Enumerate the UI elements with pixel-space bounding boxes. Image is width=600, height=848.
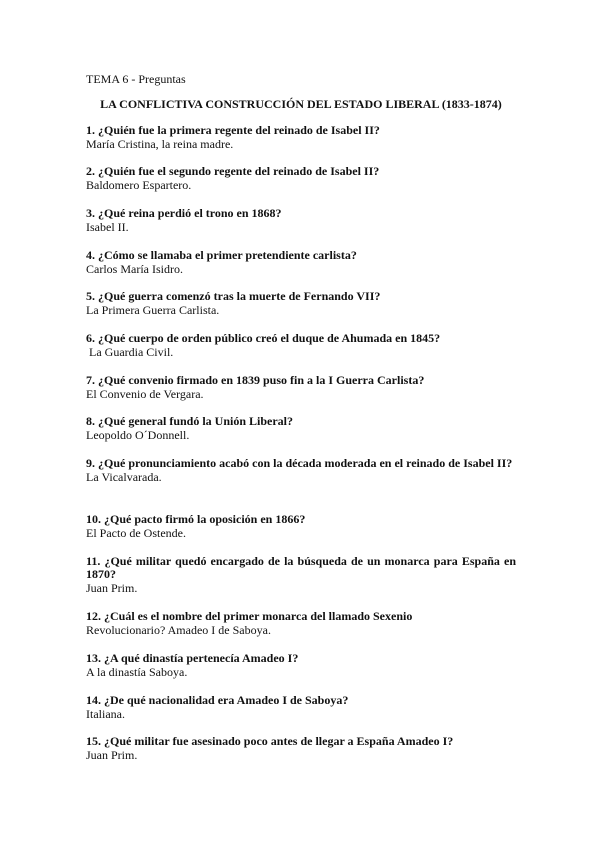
- question-8: 8. ¿Qué general fundó la Unión Liberal?: [86, 414, 294, 428]
- qa-item-7: [86, 374, 516, 401]
- question-2: 2. ¿Quién fue el segundo regente del reinado de Isabel II?: [86, 164, 380, 178]
- question-15: 15. ¿Qué militar fue asesinado poco antes de llegar a España Amadeo I?: [86, 734, 454, 748]
- answer-15: Juan Prim.: [86, 748, 138, 762]
- question-1: 1. ¿Quién fue la primera regente del reinado de Isabel II?: [86, 123, 380, 137]
- question-3: 3. ¿Qué reina perdió el trono en 1868?: [86, 206, 282, 220]
- question-7: 7. ¿Qué convenio firmado en 1839 puso fin a la I Guerra Carlista?: [86, 373, 425, 387]
- question-4: 4. ¿Cómo se llamaba el primer pretendiente carlista?: [86, 248, 357, 262]
- answer-11: Juan Prim.: [86, 581, 138, 595]
- answer-9: La Vicalvarada.: [86, 470, 162, 484]
- answer-13: A la dinastía Saboya.: [86, 665, 188, 679]
- question-6: 6. ¿Qué cuerpo de orden público creó el duque de Ahumada en 1845?: [86, 331, 441, 345]
- answer-4: Carlos María Isidro.: [86, 262, 183, 276]
- qa-item-5: [86, 290, 516, 317]
- page-title: LA CONFLICTIVA CONSTRUCCIÓN DEL ESTADO LIBERAL (1833-1874): [100, 97, 502, 111]
- answer-3: Isabel II.: [86, 220, 129, 234]
- question-13: 13. ¿A qué dinastía pertenecía Amadeo I?: [86, 651, 299, 665]
- qa-item-8: [86, 415, 516, 442]
- qa-item-3: [86, 207, 516, 234]
- answer-7: El Convenio de Vergara.: [86, 387, 204, 401]
- qa-item-9: [86, 457, 516, 484]
- page-header: TEMA 6 - Preguntas: [86, 72, 186, 86]
- qa-item-1: [86, 124, 516, 151]
- answer-14: Italiana.: [86, 707, 125, 721]
- qa-item-2: [86, 165, 516, 192]
- question-5: 5. ¿Qué guerra comenzó tras la muerte de Fernando VII?: [86, 289, 381, 303]
- answer-5: La Primera Guerra Carlista.: [86, 303, 220, 317]
- qa-item-4: [86, 249, 516, 276]
- answer-12: Revolucionario? Amadeo I de Saboya.: [86, 623, 271, 637]
- qa-item-6: [86, 332, 516, 359]
- question-14: 14. ¿De qué nacionalidad era Amadeo I de Saboya?: [86, 693, 349, 707]
- qa-item-10: [86, 513, 516, 540]
- qa-item-11: [86, 555, 516, 595]
- qa-item-15: [86, 735, 516, 762]
- qa-item-12: [86, 610, 516, 637]
- answer-2: Baldomero Espartero.: [86, 178, 192, 192]
- answer-10: El Pacto de Ostende.: [86, 526, 186, 540]
- question-9: 9. ¿Qué pronunciamiento acabó con la década moderada en el reinado de Isabel II?: [86, 456, 513, 470]
- qa-item-13: [86, 652, 516, 679]
- answer-1: María Cristina, la reina madre.: [86, 137, 234, 151]
- question-10: 10. ¿Qué pacto firmó la oposición en 1866?: [86, 512, 306, 526]
- question-12: 12. ¿Cuál es el nombre del primer monarca del llamado Sexenio: [86, 609, 413, 623]
- answer-6: La Guardia Civil.: [86, 345, 174, 359]
- question-11: 11. ¿Qué militar quedó encargado de la búsqueda de un monarca para España en 1870?: [86, 554, 516, 581]
- qa-item-14: [86, 694, 516, 721]
- answer-8: Leopoldo O´Donnell.: [86, 428, 190, 442]
